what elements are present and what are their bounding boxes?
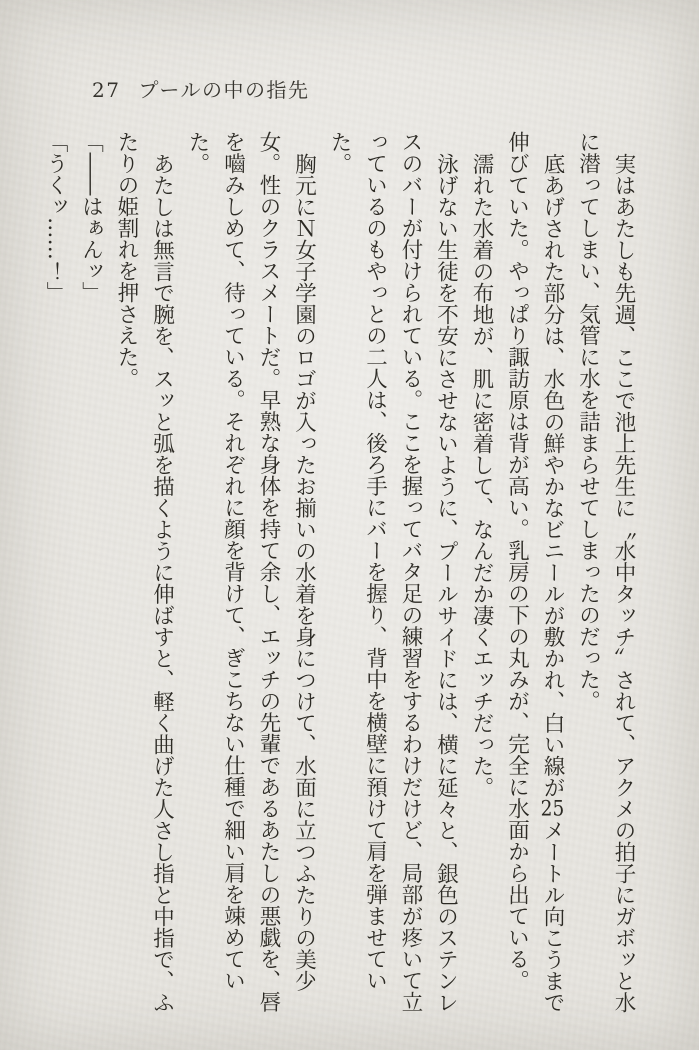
narrative-paragraph: 実はあたしも先週、ここで池上先生に〝水中タッチ〟されて、アクメの拍子にガボッと水に潜ってしまい、気管に水を詰まらせてしまったのだった。: [575, 131, 636, 1013]
tatechuyoko-number: 25: [540, 797, 565, 819]
chapter-title: プールの中の指先: [138, 78, 310, 102]
page-number: 27: [92, 78, 121, 102]
narrative-paragraph: あたしは無言で腕を、スッと弧を描くように伸ばすと、軽く曲げた人さし指と中指で、ふたりの姫割れを押さえた。: [114, 131, 175, 1013]
dialogue-line: 「うくッ……！」: [43, 131, 68, 303]
narrative-paragraph: 底あげされた部分は、水色の鮮やかなビニールが敷かれ、白い線が25メートル向こうまで伸びていた。やっぱり諏訪原は背が高い。乳房の下の丸みが、完全に水面から出ている。: [504, 131, 565, 1013]
dialogue-line: 「――はぁんッ」: [78, 131, 104, 303]
narrative-paragraph: 泳げない生徒を不安にさせないように、プールサイドには、横に延々と、銀色のステンレスのバーが付けられている。ここを握ってバタ足の練習をするわけだけど、局部が疼いて立っているのもやっとの二人は、後ろ手にバーを握り、背中を横壁に預けて肩を弾ませていた。: [327, 131, 459, 1013]
text-block: [38, 131, 642, 1015]
running-header: [92, 74, 309, 103]
narrative-paragraph: 胸元にＮ女子学園のロゴが入ったお揃いの水着を身につけて、水面に立つふたりの美少女。性のクラスメートだ。早熟な身体を持て余し、エッチの先輩であるあたしの悪戯を、唇を嚙みしめて、待っている。それぞれに顔を背けて、ぎこちない仕種で細い肩を竦めていた。: [185, 131, 317, 1013]
narrative-paragraph: 濡れた水着の布地が、肌に密着して、なんだか凄くエッチだった。: [469, 152, 494, 798]
